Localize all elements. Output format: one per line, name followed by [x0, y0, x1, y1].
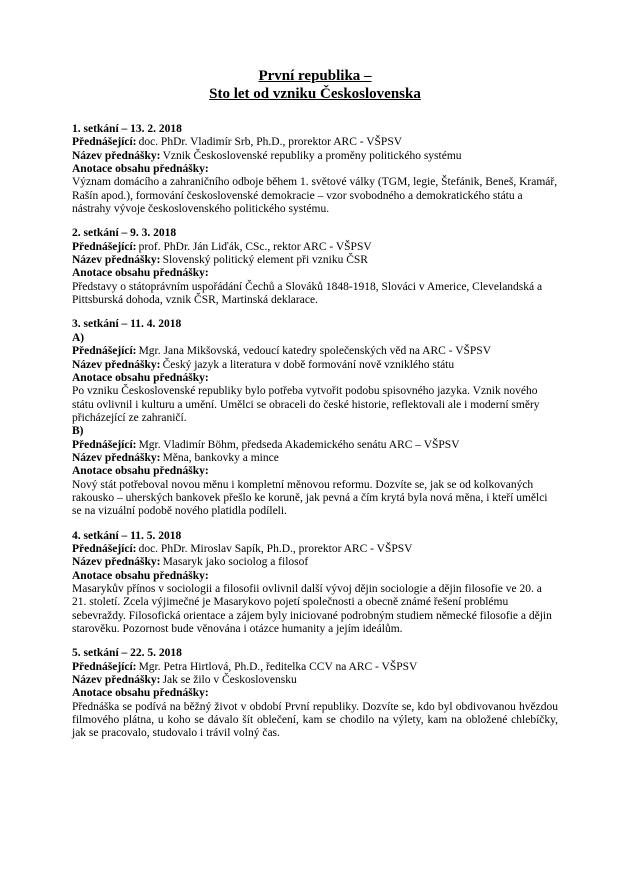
section-heading: 2. setkání – 9. 3. 2018 [72, 227, 177, 240]
lecturer-label: Přednášející: [72, 660, 137, 673]
lecture-title-line [72, 254, 558, 267]
subsection-label-b: B) [72, 425, 84, 438]
title-line-1-text: První republika – [258, 68, 372, 84]
annotation-text: Masarykův přínos v sociologii a filosofii ovlivnil další vývoj dějin sociologie a dějin filosofie ve 20. a 21. století. Zcela výjimečné je Masarykovo pojetí společnosti a obecně známé řešení problému sebevraždy. Filosofická orientace a zájem byly iniciované podrobným studiem německé filosofie a dějin starověku. Pozornost bude věnována i otázce humanity a jejím ideálům. [72, 583, 552, 636]
lecture-title-line [72, 556, 558, 569]
title-line-2 [72, 85, 558, 103]
annotation-label: Anotace obsahu přednášky: [72, 267, 209, 280]
lecturer-label: Přednášející: [72, 240, 137, 253]
section-meeting-5 [72, 647, 558, 740]
lecturer-label: Přednášející: [72, 438, 137, 451]
lecturer-line [72, 661, 558, 674]
lecture-title-value: Slovenský politický element při vzniku ČSR [162, 254, 368, 267]
section-meeting-2 [72, 227, 558, 307]
lecture-title-line [72, 452, 558, 465]
lecture-title-label: Název přednášky: [72, 451, 161, 464]
section-heading: 5. setkání – 22. 5. 2018 [72, 647, 182, 660]
lecturer-value: Mgr. Vladimír Böhm, předseda Akademického senátu ARC – VŠPSV [138, 438, 460, 451]
lecturer-line [72, 136, 558, 149]
annotation-text: Po vzniku Československé republiky bylo potřeba vytvořit podobu spisovného jazyka. Vznik nového státu ovlivnil i kulturu a umění. Umělci se obraceli do české historie, reflektovali ale i moderní směry přicházející ze zahraničí. [72, 385, 540, 424]
lecture-title-label: Název přednášky: [72, 674, 161, 687]
lecture-title-label: Název přednášky: [72, 556, 161, 569]
annotation-label: Anotace obsahu přednášky: [72, 163, 209, 176]
lecturer-value: Mgr. Jana Mikšovská, vedoucí katedry společenských věd na ARC - VŠPSV [138, 345, 491, 358]
annotation-text: Význam domácího a zahraničního odboje během 1. světové války (TGM, legie, Štefánik, Beneš, Kramář, Rašín apod.), formování československé demokracie – vzor svobodného a demokratického státu a nástrahy vývoje československého politického systému. [72, 176, 558, 216]
lecturer-label: Přednášející: [72, 136, 137, 149]
section-heading: 1. setkání – 13. 2. 2018 [72, 123, 182, 135]
lecturer-value: doc. PhDr. Miroslav Sapík, Ph.D., prorektor ARC - VŠPSV [138, 542, 413, 555]
lecture-title-value: Český jazyk a literatura v době formování nově vzniklého státu [162, 358, 455, 371]
lecture-title-value: Jak se žilo v Československu [162, 674, 297, 687]
annotation-text: Nový stát potřeboval novou měnu i kompletní měnovou reformu. Dozvíte se, jak se od kolkovaných rakousko – uherských bankovek přešlo ke koruně, jak pevná a čím krytá byla nová měna, i kteří umělci se na vizuální podobě nového platidla podíleli. [72, 478, 548, 518]
lecture-title-value: Měna, bankovky a mince [162, 451, 279, 464]
annotation-text: Přednáška se podívá na běžný život v období První republiky. Dozvíte se, kdo byl obdivovanou hvězdou filmového plátna, u koho se dávalo šít oblečení, kam se chodilo na výlety, kam na obložené chlebíčky, jak se pracovalo, studovalo i trávil volný čas. [72, 700, 558, 740]
title-line-1 [72, 67, 558, 85]
lecturer-line [72, 241, 558, 254]
lecturer-line [72, 543, 558, 556]
lecturer-line [72, 345, 558, 358]
lecture-title-line [72, 150, 558, 163]
section-meeting-3 [72, 318, 558, 518]
section-meeting-4 [72, 530, 558, 637]
annotation-label: Anotace obsahu přednášky: [72, 371, 209, 384]
title-line-2-text: Sto let od vzniku Československa [209, 86, 421, 102]
lecture-title-value: Vznik Československé republiky a proměny politického systému [162, 149, 462, 162]
lecture-title-line [72, 674, 558, 687]
lecture-title-label: Název přednášky: [72, 358, 161, 371]
lecturer-value: Mgr. Petra Hirtlová, Ph.D., ředitelka CCV na ARC - VŠPSV [138, 660, 418, 673]
section-heading: 3. setkání – 11. 4. 2018 [72, 318, 182, 331]
annotation-text: Představy o státoprávním uspořádání Čechů a Slováků 1848-1918, Slováci v Americe, Clevelandská a Pittsburská dohoda, vznik ČSR, Martinská deklarace. [72, 280, 543, 307]
lecturer-label: Přednášející: [72, 345, 137, 358]
lecturer-value: doc. PhDr. Vladimír Srb, Ph.D., prorektor ARC - VŠPSV [138, 136, 403, 149]
lecture-title-line [72, 359, 558, 372]
annotation-label: Anotace obsahu přednášky: [72, 687, 209, 700]
section-meeting-1 [72, 123, 558, 216]
lecture-title-value: Masaryk jako sociolog a filosof [162, 556, 309, 569]
lecture-title-label: Název přednášky: [72, 254, 161, 267]
subsection-label-a: A) [72, 331, 85, 344]
annotation-label: Anotace obsahu přednášky: [72, 465, 209, 478]
document-title [72, 67, 558, 103]
lecture-title-label: Název přednášky: [72, 149, 161, 162]
annotation-label: Anotace obsahu přednášky: [72, 569, 209, 582]
lecturer-line [72, 439, 558, 452]
lecturer-value: prof. PhDr. Ján Liďák, CSc., rektor ARC - VŠPSV [138, 240, 372, 253]
section-heading: 4. setkání – 11. 5. 2018 [72, 529, 182, 542]
lecturer-label: Přednášející: [72, 542, 137, 555]
